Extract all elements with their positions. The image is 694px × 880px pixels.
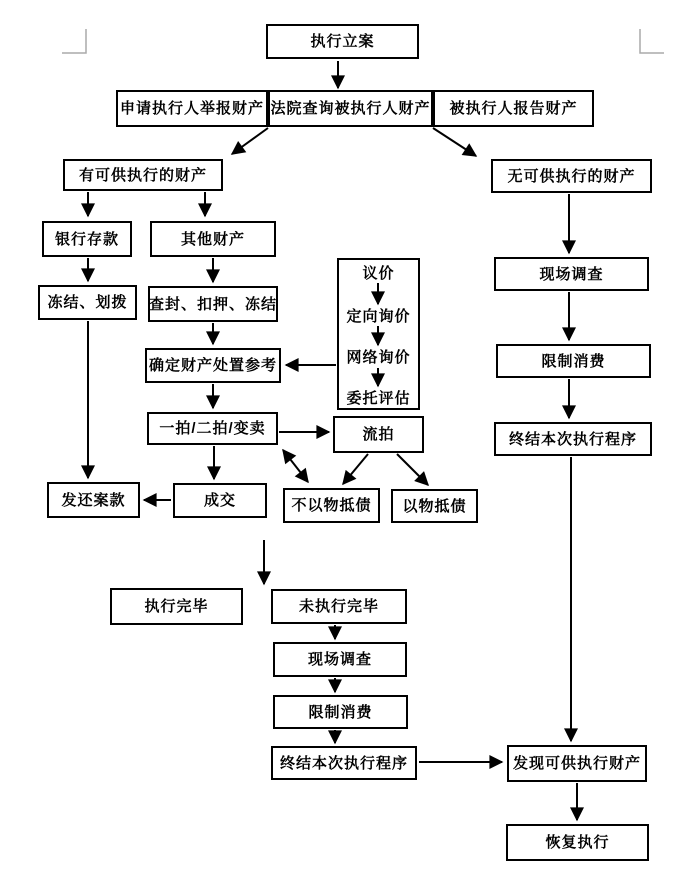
edge-failed-to-no-offset — [343, 454, 368, 484]
node-failed-auction: 流拍 — [333, 416, 424, 453]
node-execution-not-completed: 未执行完毕 — [271, 589, 407, 624]
node-debtor-reports-property: 被执行人报告财产 — [433, 90, 594, 127]
edge-no-offset-auction-two-way — [283, 450, 308, 482]
node-return-case-funds: 发还案款 — [47, 482, 140, 518]
top-right-margin-mark — [640, 29, 664, 53]
node-resume-execution: 恢复执行 — [506, 824, 649, 861]
top-left-margin-mark — [62, 29, 86, 53]
node-entrusted-appraisal: 委托评估 — [346, 389, 411, 407]
node-deal-closed: 成交 — [173, 483, 267, 518]
node-no-property-available: 无可供执行的财产 — [491, 159, 652, 193]
node-other-property: 其他财产 — [150, 221, 276, 257]
node-execution-filing: 执行立案 — [266, 24, 419, 59]
node-terminate-bottom: 终结本次执行程序 — [271, 746, 417, 780]
node-online-inquiry: 网络询价 — [346, 348, 411, 366]
node-seal-seize-freeze: 查封、扣押、冻结 — [148, 286, 278, 322]
node-site-investigation-bottom: 现场调查 — [273, 642, 407, 677]
edge-inquiry-to-property-available — [232, 128, 268, 154]
edge-failed-to-offset — [397, 454, 428, 485]
node-terminate-right: 终结本次执行程序 — [494, 422, 652, 456]
node-directed-inquiry: 定向询价 — [346, 307, 411, 325]
node-consumption-limit-right: 限制消费 — [496, 344, 651, 378]
node-property-discovered: 发现可供执行财产 — [507, 745, 647, 782]
node-auction-sale: 一拍/二拍/变卖 — [147, 412, 278, 445]
node-applicant-reports-property: 申请执行人举报财产 — [116, 90, 268, 127]
node-freeze-transfer: 冻结、划拨 — [38, 285, 137, 320]
node-execution-completed: 执行完毕 — [110, 588, 243, 625]
node-site-investigation-right: 现场调查 — [494, 257, 649, 291]
node-bank-deposits: 银行存款 — [42, 221, 132, 257]
node-property-available: 有可供执行的财产 — [63, 159, 223, 191]
node-negotiated-price: 议价 — [362, 264, 395, 282]
node-no-debt-offset: 不以物抵债 — [283, 488, 380, 523]
edge-inquiry-to-no-property — [433, 128, 476, 156]
node-consumption-limit-bottom: 限制消费 — [273, 695, 408, 729]
node-disposal-reference: 确定财产处置参考 — [145, 348, 281, 383]
node-court-queries-property: 法院查询被执行人财产 — [268, 90, 433, 127]
node-debt-offset: 以物抵债 — [391, 489, 478, 523]
